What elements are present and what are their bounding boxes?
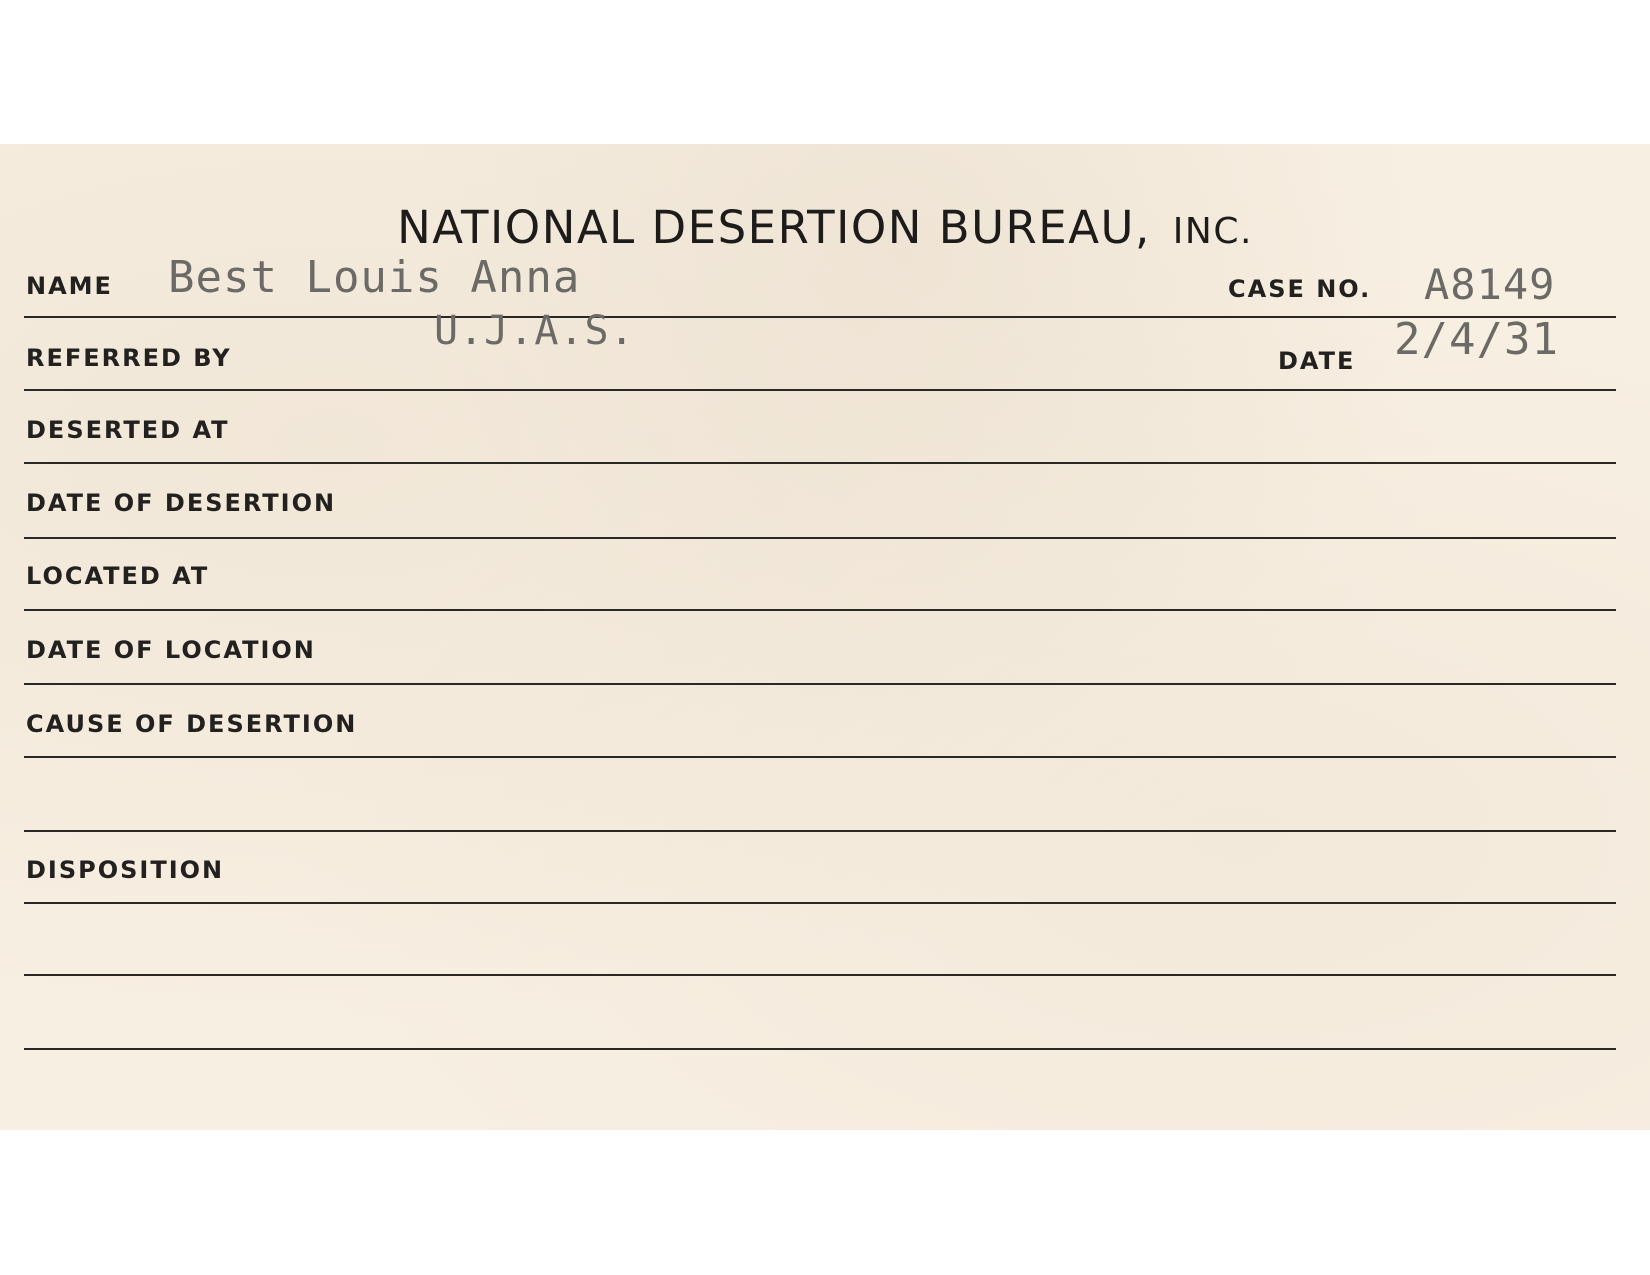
title-text: NATIONAL DESERTION BUREAU, <box>397 201 1151 254</box>
case-no-value: A8149 <box>1424 260 1556 309</box>
date-of-desertion-line <box>24 537 1616 539</box>
deserted-at-label: DESERTED AT <box>26 416 230 444</box>
date-of-location-label: DATE OF LOCATION <box>26 636 316 664</box>
disposition-line-3 <box>24 1048 1616 1050</box>
title-suffix: INC. <box>1172 211 1253 252</box>
disposition-line <box>24 902 1616 904</box>
cause-of-desertion-line-2 <box>24 830 1616 832</box>
date-value: 2/4/31 <box>1394 314 1559 365</box>
date-label: DATE <box>1278 347 1356 375</box>
cause-of-desertion-line <box>24 756 1616 758</box>
referred-by-value: U.J.A.S. <box>434 308 635 354</box>
disposition-line-2 <box>24 974 1616 976</box>
located-at-line <box>24 609 1616 611</box>
referred-by-label: REFERRED BY <box>26 344 232 372</box>
date-of-location-line <box>24 683 1616 685</box>
disposition-label: DISPOSITION <box>26 856 225 884</box>
referred-by-line <box>24 389 1616 391</box>
name-value: Best Louis Anna <box>168 252 581 303</box>
case-no-label: CASE NO. <box>1228 275 1372 303</box>
name-label: NAME <box>26 272 113 300</box>
name-line <box>24 316 1616 318</box>
deserted-at-line <box>24 462 1616 464</box>
index-card <box>0 144 1650 1130</box>
located-at-label: LOCATED AT <box>26 562 210 590</box>
date-of-desertion-label: DATE OF DESERTION <box>26 489 337 517</box>
cause-of-desertion-label: CAUSE OF DESERTION <box>26 710 358 738</box>
card-title <box>0 201 1650 254</box>
